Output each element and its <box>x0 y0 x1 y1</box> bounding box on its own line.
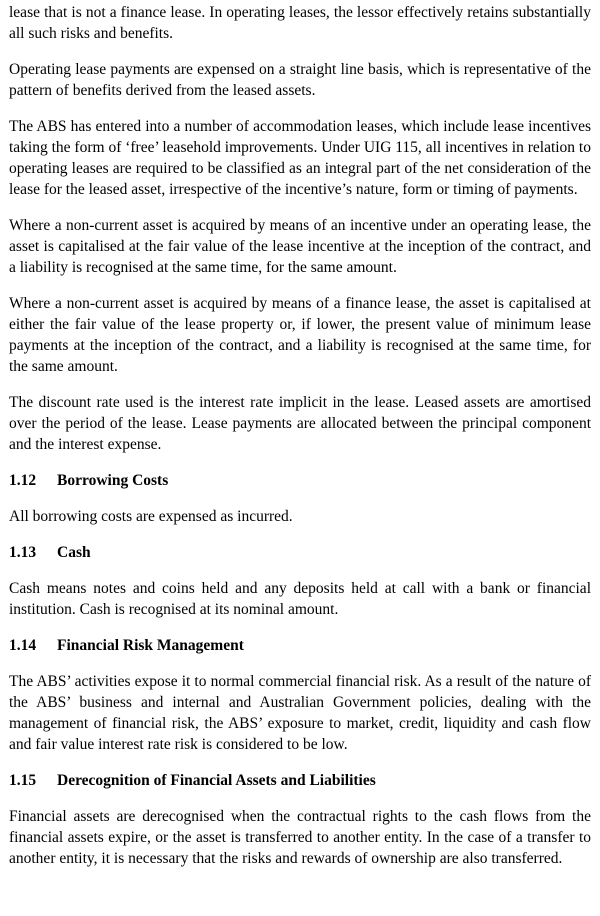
section-number: 1.12 <box>9 472 37 489</box>
paragraph-lease-continuation: lease that is not a finance lease. In operating leases, the lessor effectively retains substantially all such risks and benefits. <box>9 4 591 42</box>
section-title: Financial Risk Management <box>57 637 244 654</box>
paragraph-financial-risk: The ABS’ activities expose it to normal commercial financial risk. As a result of the nature of the ABS’ business and internal and Australian Government policies, dealing with the management of financial risk, the ABS’ exposure to market, credit, liquidity and cash flow and fair value interest rate risk is considered to be low. <box>9 673 591 753</box>
paragraph-derecognition: Financial assets are derecognised when the contractual rights to the cash flows from the financial assets expire, or the asset is transferred to another entity. In the case of a transfer to another entity, it is necessary that the risks and rewards of ownership are also transferred. <box>9 808 591 867</box>
paragraph-borrowing-costs: All borrowing costs are expensed as incurred. <box>9 508 293 525</box>
section-number: 1.14 <box>9 637 37 654</box>
section-title: Derecognition of Financial Assets and Liabilities <box>57 772 376 789</box>
section-heading-borrowing-costs <box>9 470 591 491</box>
section-title: Borrowing Costs <box>57 472 169 489</box>
section-heading-cash <box>9 542 591 563</box>
section-number: 1.13 <box>9 544 37 561</box>
section-heading-financial-risk-management <box>9 635 591 656</box>
paragraph-cash: Cash means notes and coins held and any deposits held at call with a bank or financial institution. Cash is recognised at its nominal amount. <box>9 580 591 618</box>
section-title: Cash <box>57 544 91 561</box>
section-number: 1.15 <box>9 772 37 789</box>
paragraph-finance-lease: Where a non-current asset is acquired by means of a finance lease, the asset is capitalised at either the fair value of the lease property or, if lower, the present value of minimum lease payments at the inception of the contract, and a liability is recognised at the same time, for the same amount. <box>9 295 591 375</box>
paragraph-operating-lease-payments: Operating lease payments are expensed on a straight line basis, which is representative of the pattern of benefits derived from the leased assets. <box>9 61 591 99</box>
section-heading-derecognition <box>9 770 591 791</box>
paragraph-discount-rate: The discount rate used is the interest rate implicit in the lease. Leased assets are amortised over the period of the lease. Lease payments are allocated between the principal component and the interest expense. <box>9 394 591 453</box>
paragraph-accommodation-leases: The ABS has entered into a number of accommodation leases, which include lease incentives taking the form of ‘free’ leasehold improvements. Under UIG 115, all incentives in relation to operating leases are required to be classified as an integral part of the net consideration of the lease for the leased asset, irrespective of the incentive’s nature, form or timing of payments. <box>9 118 591 198</box>
paragraph-incentive-operating-lease: Where a non-current asset is acquired by means of an incentive under an operating lease, the asset is capitalised at the fair value of the lease incentive at the inception of the contract, and a liability is recognised at the same time, for the same amount. <box>9 217 591 276</box>
